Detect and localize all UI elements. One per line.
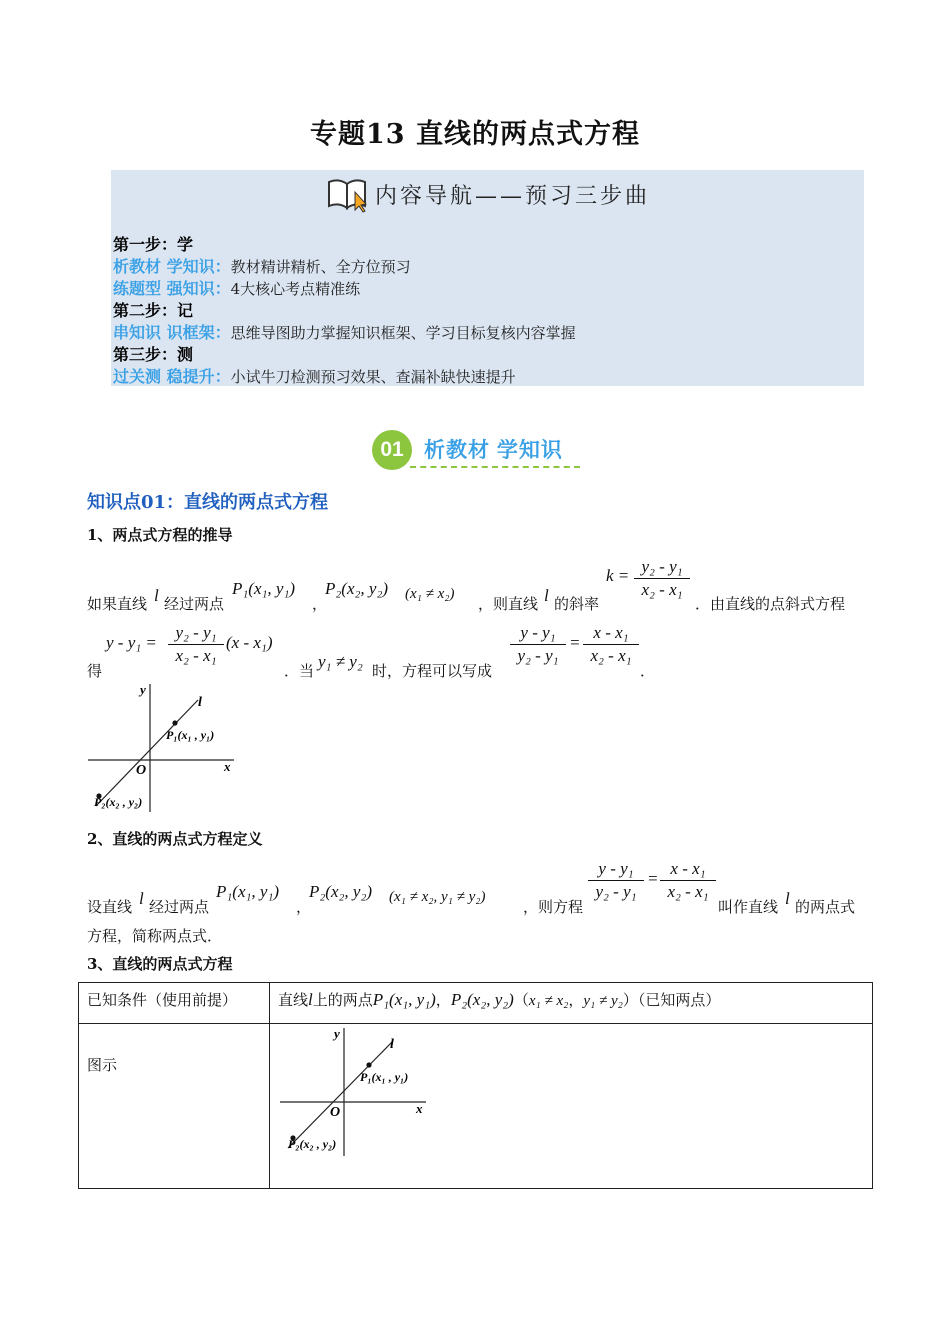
p2-label: P₂(x₂ , y₂) bbox=[94, 795, 143, 809]
point-p2: P₂(x₂, y₂) bbox=[325, 579, 389, 598]
y-axis-label: y bbox=[334, 1026, 340, 1041]
nav-heading-text: 内容导航——预习三步曲 bbox=[374, 184, 650, 209]
section3-heading: 3、直线的两点式方程 bbox=[87, 955, 233, 973]
section-badge bbox=[372, 428, 582, 474]
equals-sign: = bbox=[569, 633, 581, 652]
x-axis-label: x bbox=[416, 1101, 423, 1116]
def-fraction-left: $\frac{\text{y - y₁}}{\text{y₂ - y₁}}$ bbox=[588, 858, 644, 903]
s2-text-called: 叫作直线 bbox=[718, 898, 779, 916]
point-slope-fraction: $\frac{\text{y₂ - y₁}}{\text{x₂ - x₁}}$ bbox=[168, 622, 224, 667]
condition-y: y₁ ≠ y₂ bbox=[318, 652, 363, 671]
def-fraction-right: $\frac{\text{x - x₁}}{\text{x₂ - x₁}}$ bbox=[660, 858, 716, 903]
point-p1: P₁(x₁, y₁) bbox=[216, 882, 280, 901]
point-p1-dot bbox=[172, 720, 177, 725]
s1-text-pass: 经过两点 bbox=[164, 595, 225, 613]
line-label: l bbox=[390, 1037, 394, 1052]
s2-comma: ， bbox=[296, 898, 312, 916]
origin-label: O bbox=[330, 1105, 341, 1120]
book-icon bbox=[325, 174, 371, 220]
point-p1: P₁(x₁, y₁) bbox=[232, 579, 296, 598]
slope-k: k = bbox=[606, 566, 630, 585]
origin-label: O bbox=[136, 763, 147, 778]
s1-text-if: 如果直线 bbox=[87, 595, 148, 613]
s2-text-let: 设直线 bbox=[87, 898, 133, 916]
point-slope-lhs: y - y₁ = bbox=[106, 633, 157, 652]
s1-text-slope: 的斜率 bbox=[554, 595, 600, 613]
summary-table bbox=[78, 982, 873, 1189]
s1-text-when: ．当 bbox=[284, 662, 315, 680]
equals-sign: = bbox=[647, 869, 659, 888]
point-p1-dot bbox=[366, 1062, 371, 1067]
s2-text-eq: ，则方程 bbox=[523, 898, 584, 916]
table-row bbox=[79, 983, 873, 1024]
table-cell-label: 已知条件（使用前提） bbox=[79, 983, 270, 1024]
s1-text-then: ，则直线 bbox=[478, 595, 539, 613]
s1-text-when2: 时，方程可以写成 bbox=[372, 662, 493, 680]
line-l: l bbox=[154, 586, 159, 605]
y-axis-label: y bbox=[140, 682, 146, 697]
page-title: 专题13 直线的两点式方程 bbox=[310, 119, 640, 150]
content-navigation-box bbox=[111, 170, 864, 386]
x-axis-label: x bbox=[224, 759, 231, 774]
two-point-fraction-left: $\frac{\text{y - y₁}}{\text{y₂ - y₁}}$ bbox=[510, 622, 566, 667]
table-cell-label: 图示 bbox=[79, 1024, 270, 1189]
two-point-fraction-right: $\frac{\text{x - x₁}}{\text{x₂ - x₁}}$ bbox=[583, 622, 639, 667]
point-p2: P₂(x₂, y₂) bbox=[309, 882, 373, 901]
nav-step-3: 第三步：测 bbox=[113, 345, 194, 364]
condition-x: (x₁ ≠ x₂) bbox=[405, 586, 455, 602]
line-figure-2 bbox=[278, 1024, 430, 1160]
nav-line-practice: 练题型 强知识：4大核心考点精准练 bbox=[113, 279, 361, 298]
table-cell-condition: 直线l上的两点P₁(x₁, y₁)，P₂(x₂, y₂)（x₁ ≠ x₂，y₁ ≠ y₂）（已知两点） bbox=[270, 983, 873, 1024]
line-l: l bbox=[785, 889, 790, 908]
line-l: l bbox=[544, 586, 549, 605]
nav-line-learn: 析教材 学知识：教材精讲精析、全方位预习 bbox=[113, 257, 411, 276]
section2-heading: 2、直线的两点式方程定义 bbox=[87, 830, 263, 848]
line-figure-1 bbox=[86, 682, 238, 814]
condition-xy: (x₁ ≠ x₂, y₁ ≠ y₂) bbox=[389, 889, 486, 905]
s1-text-from: ．由直线的点斜式方程 bbox=[695, 595, 846, 613]
table-cell-figure bbox=[270, 1024, 873, 1189]
p1-label: P₁(x₁ , y₁) bbox=[166, 728, 215, 742]
section1-heading: 1、两点式方程的推导 bbox=[87, 526, 233, 544]
s1-period: ． bbox=[640, 662, 656, 680]
badge-text: 析教材 学知识 bbox=[424, 439, 563, 462]
nav-line-test: 过关测 稳提升：小试牛刀检测预习效果、查漏补缺快速提升 bbox=[113, 367, 516, 386]
s2-text-pass: 经过两点 bbox=[149, 898, 210, 916]
line-l: l bbox=[139, 889, 144, 908]
p2-label: P₂(x₂ , y₂) bbox=[288, 1137, 337, 1151]
nav-step-2: 第二步：记 bbox=[113, 301, 194, 320]
p1-label: P₁(x₁ , y₁) bbox=[360, 1070, 409, 1084]
nav-heading bbox=[111, 174, 864, 220]
badge-number: 01 bbox=[372, 430, 412, 470]
slope-fraction: $\frac{\text{y₂ - y₁}}{\text{x₂ - x₁}}$ bbox=[634, 556, 690, 601]
point-slope-tail: (x - x₁) bbox=[226, 633, 273, 652]
nav-step-1: 第一步：学 bbox=[113, 235, 194, 254]
s2-text-form: 的两点式 bbox=[795, 898, 856, 916]
s2-text-line2: 方程，简称两点式． bbox=[87, 927, 223, 945]
line-l-graph bbox=[96, 700, 198, 806]
knowledge-point-title: 知识点01：直线的两点式方程 bbox=[87, 492, 329, 513]
s1-text-get: 得 bbox=[87, 662, 103, 680]
line-label: l bbox=[198, 695, 202, 710]
table-row bbox=[79, 1024, 873, 1189]
s1-comma: ， bbox=[312, 595, 328, 613]
badge-underline bbox=[410, 466, 580, 468]
line-l-graph bbox=[288, 1042, 392, 1148]
nav-line-framework: 串知识 识框架：思维导图助力掌握知识框架、学习目标复核内容掌握 bbox=[113, 323, 576, 342]
